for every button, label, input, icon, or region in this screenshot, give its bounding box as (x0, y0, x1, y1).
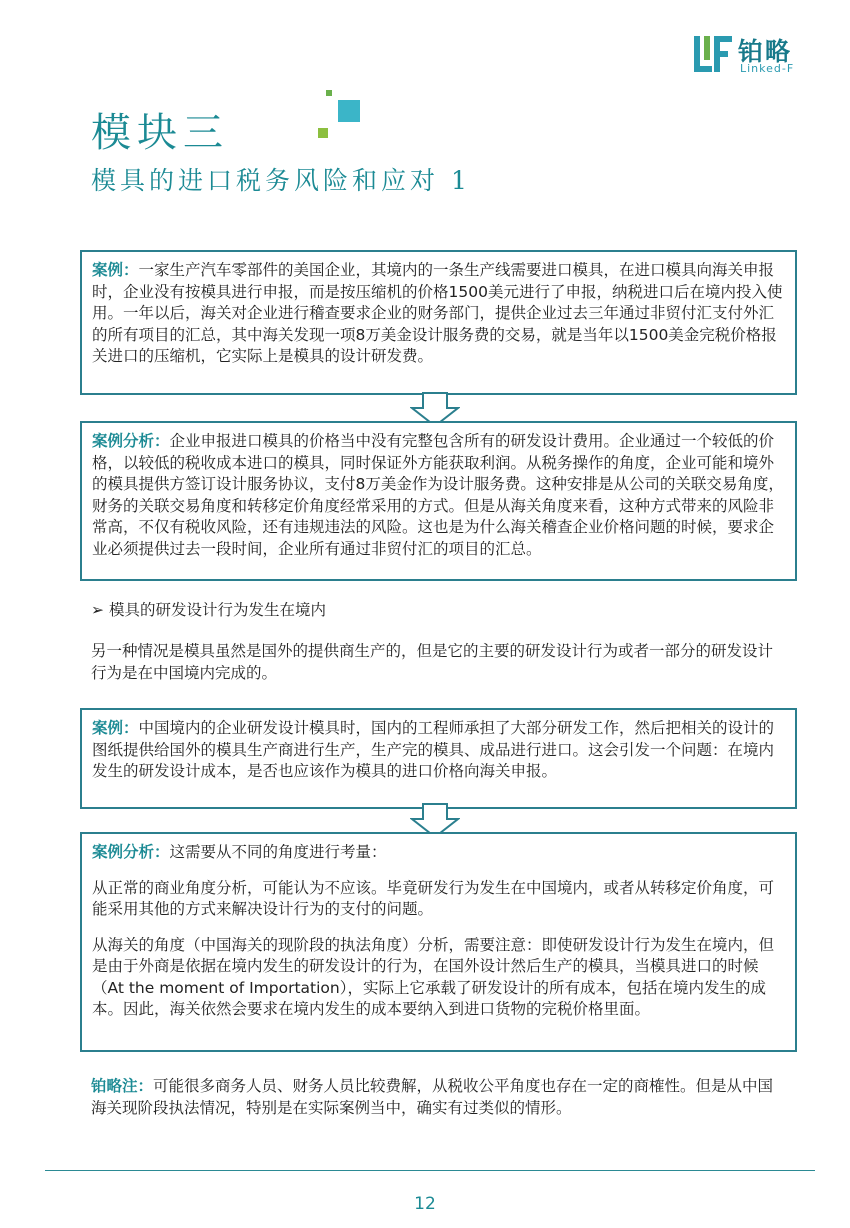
page-number: 12 (414, 1194, 436, 1214)
case-text-2: 案例：中国境内的企业研发设计模具时，国内的工程师承担了大部分研发工作，然后把相关的设计的图纸提供给国外的模具生产商进行生产，生产完的模具、成品进行进口。这会引发一个问题：在境内发生的研发设计成本，是否也应该作为模具的进口价格向海关申报。 (92, 719, 775, 780)
section-bullet (91, 598, 326, 620)
case-box-1 (80, 250, 797, 395)
note-label: 铂略注： (91, 1077, 154, 1095)
analysis-box-2 (80, 832, 797, 1052)
logo-mark-icon (694, 36, 732, 72)
analysis-intro-2: 案例分析：这需要从不同的角度进行考量： (92, 843, 387, 861)
footer-divider (45, 1170, 815, 1171)
analysis-label-2: 案例分析： (92, 843, 170, 861)
note-text: 可能很多商务人员、财务人员比较费解，从税收公平角度也存在一定的商榷性。但是从中国海关现阶段执法情况，特别是在实际案例当中，确实有过类似的情形。 (91, 1077, 774, 1117)
logo-text-en: Linked-F (740, 62, 795, 75)
intro-paragraph: 另一种情况是模具虽然是国外的提供商生产的，但是它的主要的研发设计行为或者一部分的研发设计行为是在中国境内完成的。 (91, 642, 774, 682)
case-label-1: 案例： (92, 261, 139, 279)
module-subtitle: 模具的进口税务风险和应对 1 (91, 166, 471, 195)
case-box-2 (80, 708, 797, 809)
decorative-squares-icon (318, 90, 364, 140)
logo-text-cn: 铂略 (738, 37, 793, 66)
brand-logo (694, 34, 814, 76)
analysis-label-1: 案例分析： (92, 432, 170, 450)
analysis-box-1 (80, 421, 797, 581)
analysis-paragraph-2a: 从正常的商业角度分析，可能认为不应该。毕竟研发行为发生在中国境内，或者从转移定价角度，可能采用其他的方式来解决设计行为的支付的问题。 (92, 878, 775, 918)
module-title: 模块三 (91, 110, 229, 156)
case-text-1: 案例：一家生产汽车零部件的美国企业，其境内的一条生产线需要进口模具，在进口模具向海关申报时，企业没有按模具进行申报，而是按压缩机的价格1500美元进行了申报，纳税进口后在境内投入使用。一年以后，海关对企业进行稽查要求企业的财务部门，提供企业过去三年通过非贸付汇支付外汇的所有项目的汇总，其中海关发现一项8万美金设计服务费的交易，就是当年以1500美金完税价格报关进口的压缩机，它实际上是模具的设计研发费。 (92, 261, 783, 365)
platform-note (91, 1075, 781, 1119)
analysis-paragraph-2b: 从海关的角度（中国海关的现阶段的执法角度）分析，需要注意：即使研发设计行为发生在境内，但是由于外商是依据在境内发生的研发设计的行为，在国外设计然后生产的模具，当模具进口的时候（At the moment of Importation），实际上它承载了研发设计的所有成本，包括在境内发生的成本。因此，海关依然会要求在境内发生的成本要纳入到进口货物的完税价格里面。 (92, 935, 775, 1018)
bullet-arrow-icon: ➢ (91, 601, 104, 619)
case-label-2: 案例： (92, 719, 139, 737)
bullet-text: 模具的研发设计行为发生在境内 (108, 601, 326, 619)
analysis-text-1: 案例分析：企业申报进口模具的价格当中没有完整包含所有的研发设计费用。企业通过一个较低的价格，以较低的税收成本进口的模具，同时保证外方能获取利润。从税务操作的角度，企业可能和境外的模具提供方签订设计服务协议，支付8万美金作为设计服务费。这种安排是从公司的关联交易角度，财务的关联交易角度和转移定价角度经常采用的方式。但是从海关角度来看，这种方式带来的风险非常高，不仅有税收风险，还有违规违法的风险。这也是为什么海关稽查企业价格问题的时候，要求企业必须提供过去一段时间，企业所有通过非贸付汇的项目的汇总。 (92, 432, 784, 558)
